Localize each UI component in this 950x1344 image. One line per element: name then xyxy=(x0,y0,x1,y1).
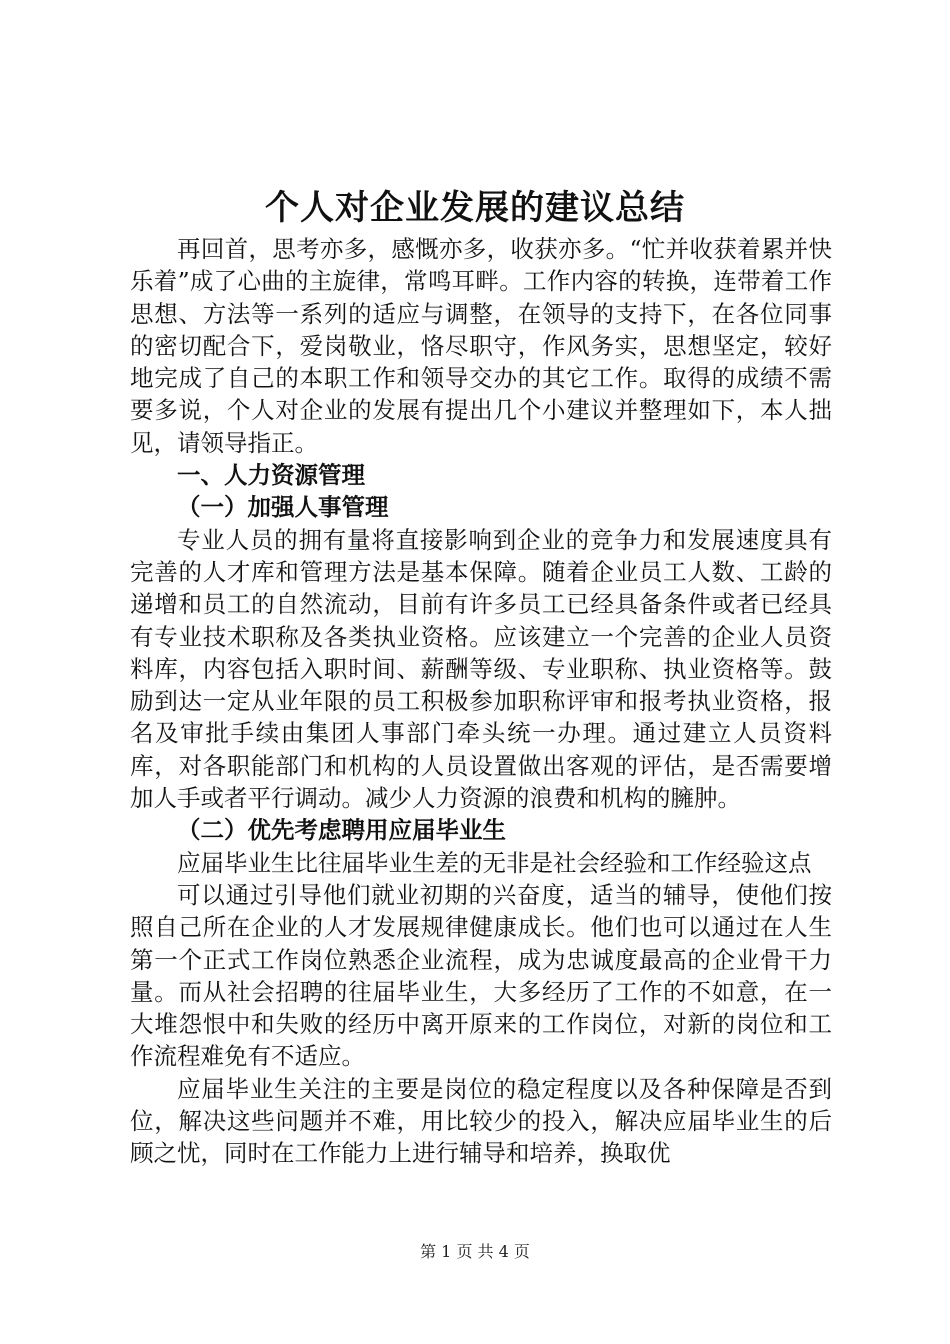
section-heading-hr: 一、人力资源管理 xyxy=(177,461,365,490)
subsection-heading-graduates: （二）优先考虑聘用应届毕业生 xyxy=(177,816,506,845)
document-title: 个人对企业发展的建议总结 xyxy=(265,188,685,228)
paragraph-graduates-2: 可以通过引导他们就业初期的兴奋度，适当的辅导，使他们按照自己所在企业的人才发展规律健康成长。他们也可以通过在人生第一个正式工作岗位熟悉企业流程，成为忠诚度最高的企业骨干力量。而从社会招聘的往届毕业生，大多经历了工作的不如意，在一大堆怨恨中和失败的经历中离开原来的工作岗位，对新的岗位和工作流程难免有不适应。 xyxy=(130,880,832,1071)
paragraph-graduates-1: 应届毕业生比往届毕业生差的无非是社会经验和工作经验这点 xyxy=(177,848,812,877)
document-body xyxy=(130,233,832,1170)
subsection-heading-personnel: （一）加强人事管理 xyxy=(177,493,389,522)
paragraph-graduates-3: 应届毕业生关注的主要是岗位的稳定程度以及各种保障是否到位，解决这些问题并不难，用比较少的投入，解决应届毕业生的后顾之忧，同时在工作能力上进行辅导和培养，换取优 xyxy=(130,1074,832,1168)
page-footer: 第 1 页 共 4 页 xyxy=(420,1242,530,1261)
paragraph-intro: 再回首，思考亦多，感慨亦多，收获亦多。“忙并收获着累并快乐着”成了心曲的主旋律，常鸣耳畔。工作内容的转换，连带着工作思想、方法等一系列的适应与调整，在领导的支持下，在各位同事的密切配合下，爱岗敬业，恪尽职守，作风务实，思想坚定，较好地完成了自己的本职工作和领导交办的其它工作。取得的成绩不需要多说，个人对企业的发展有提出几个小建议并整理如下，本人拙见，请领导指正。 xyxy=(130,235,832,457)
paragraph-personnel: 专业人员的拥有量将直接影响到企业的竞争力和发展速度具有完善的人才库和管理方法是基本保障。随着企业员工人数、工龄的递增和员工的自然流动，目前有许多员工已经具备条件或者已经具有专业技术职称及各类执业资格。应该建立一个完善的企业人员资料库，内容包括入职时间、薪酬等级、专业职称、执业资格等。鼓励到达一定从业年限的员工积极参加职称评审和报考执业资格，报名及审批手续由集团人事部门牵头统一办理。通过建立人员资料库，对各职能部门和机构的人员设置做出客观的评估，是否需要增加人手或者平行调动。减少人力资源的浪费和机构的臃肿。 xyxy=(130,525,832,813)
